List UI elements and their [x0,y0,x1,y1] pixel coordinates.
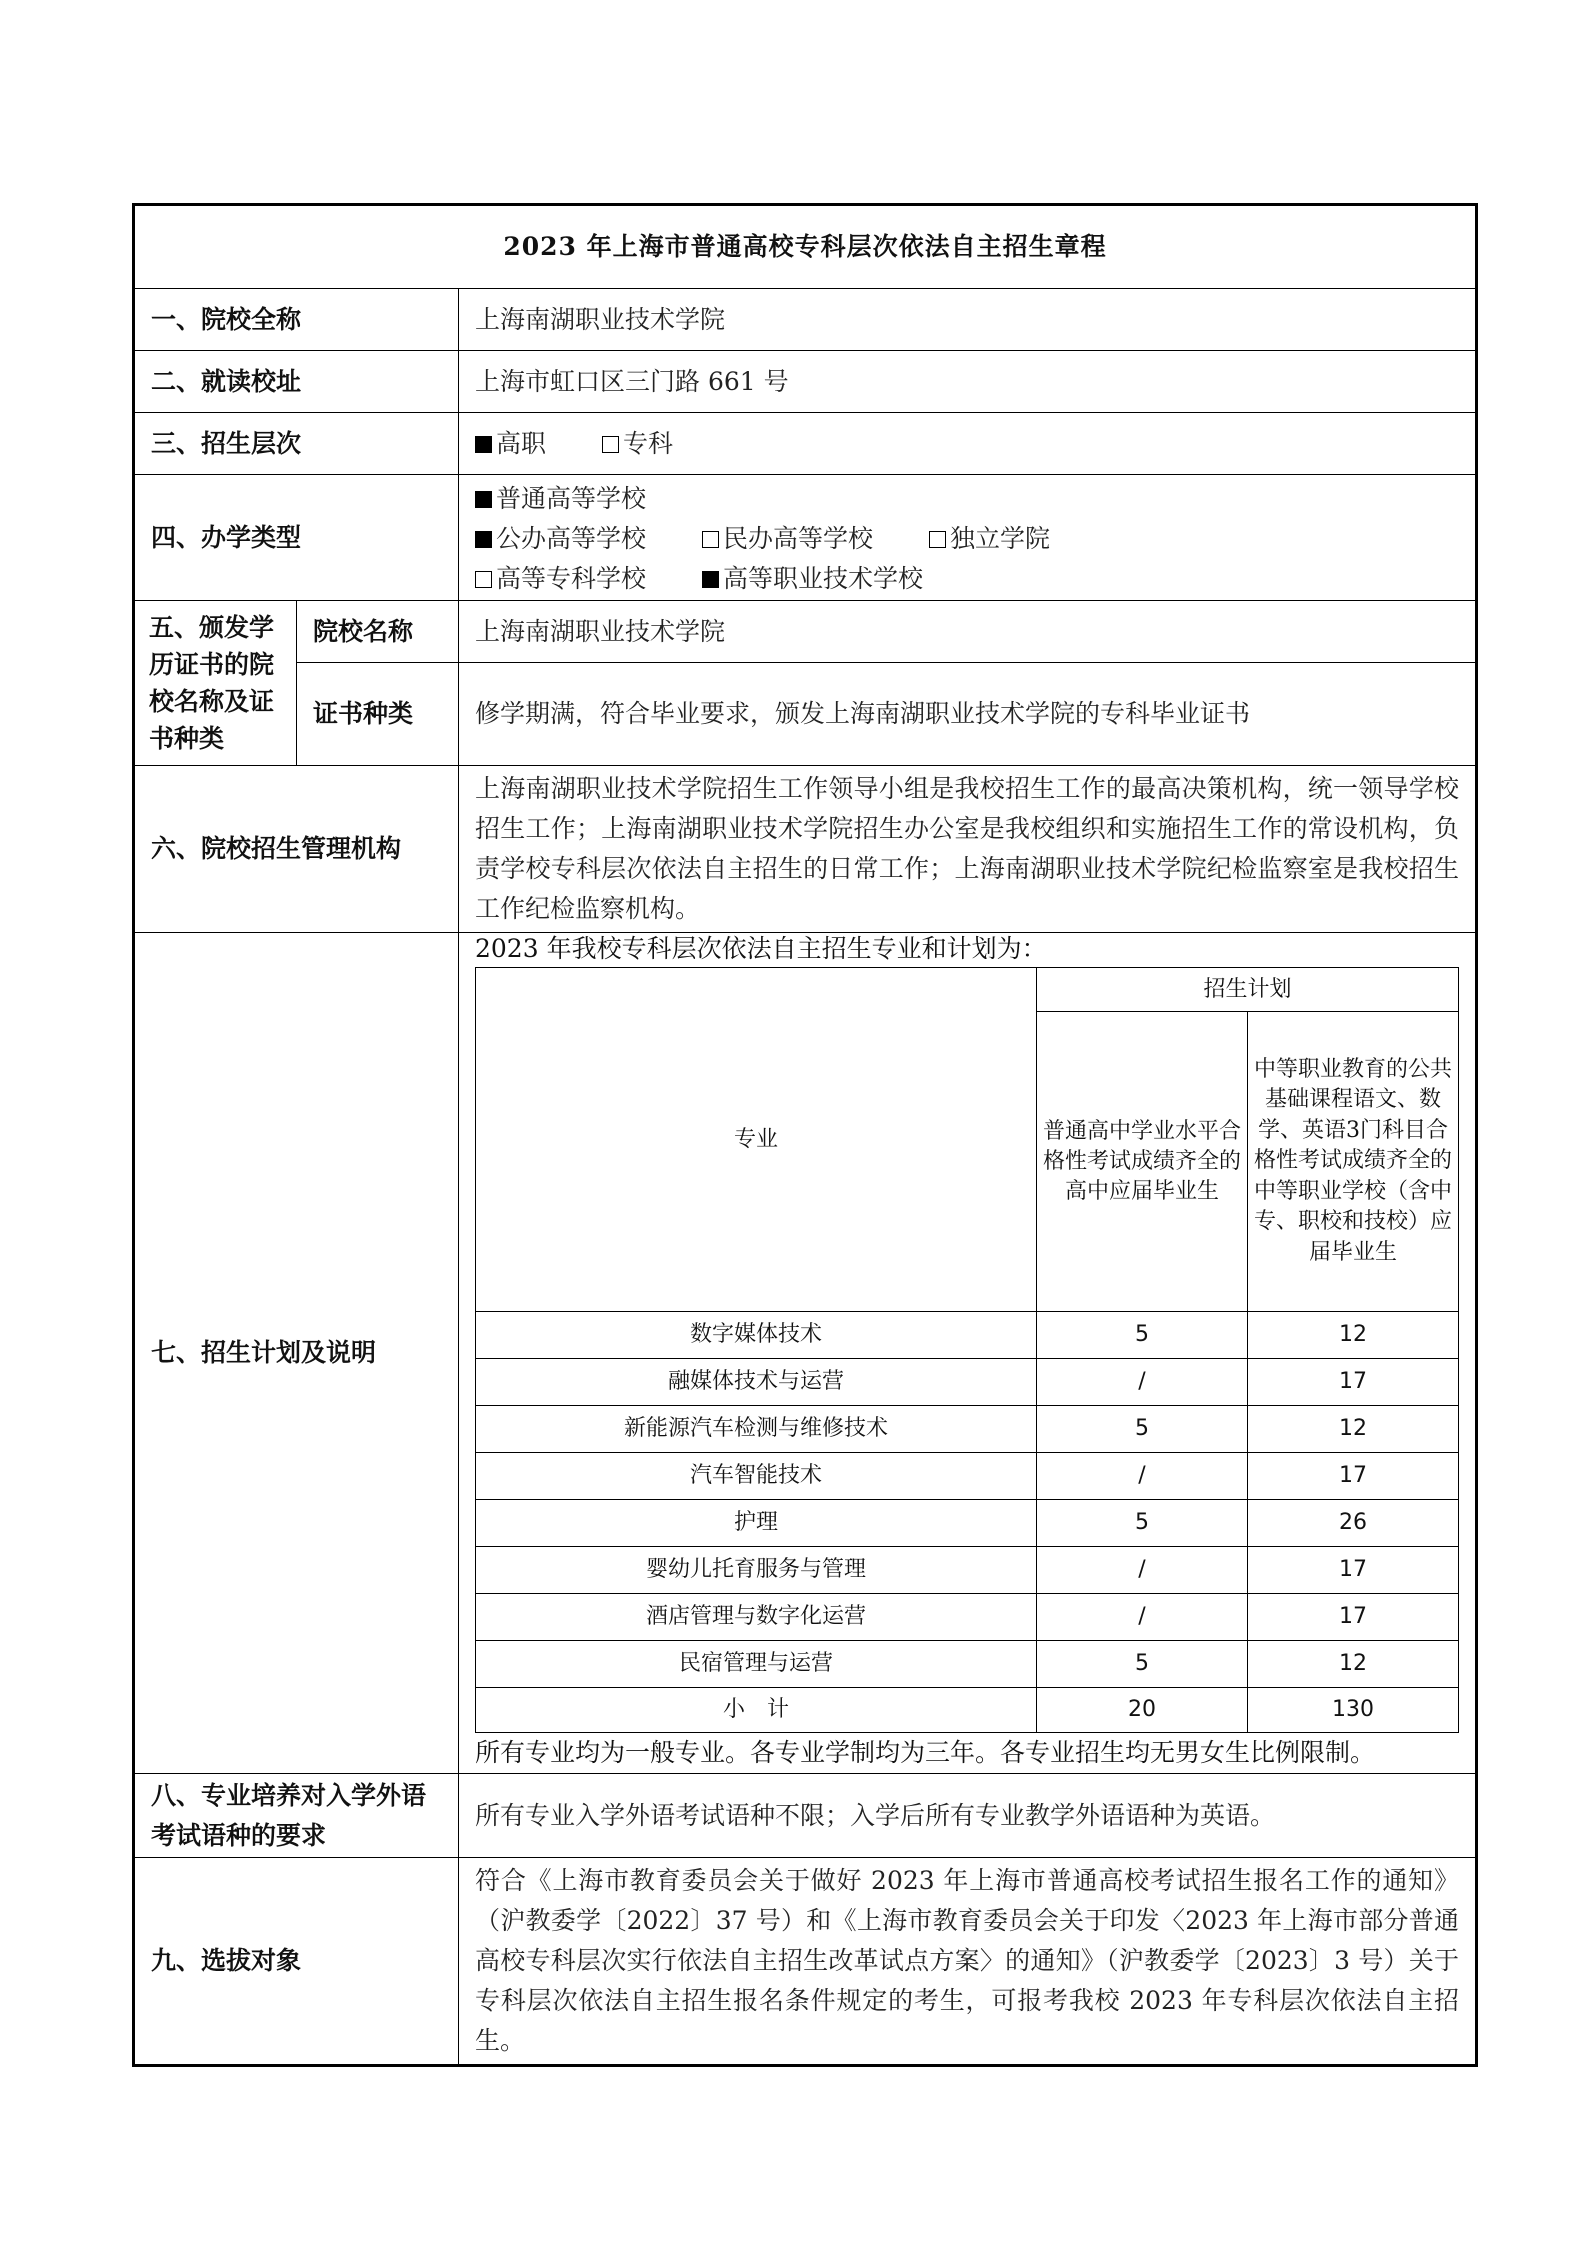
plan-major-name: 汽车智能技术 [476,1453,1037,1500]
type-option-label: 民办高等学校 [722,523,873,553]
plan-subtotal-c2: 130 [1248,1688,1459,1733]
language-value: 所有专业入学外语考试语种不限；入学后所有专业教学外语语种为英语。 [459,1774,1477,1858]
plan-table [475,967,1459,1733]
certificate-type-label: 证书种类 [297,663,459,766]
checkbox-icon [929,531,946,548]
plan-major-row [476,1453,1459,1500]
charter-table [132,203,1478,2067]
plan-label: 七、招生计划及说明 [134,933,459,1774]
type-option-label: 高等专科学校 [496,563,647,593]
school-type-line-2 [475,518,1459,558]
checkbox-icon [475,531,492,548]
plan-major-c2: 17 [1248,1547,1459,1594]
plan-subtotal-row [476,1688,1459,1733]
checkbox-icon [475,436,492,453]
level-option-gaozhi [475,429,546,458]
plan-cell [459,933,1477,1774]
school-name-value: 上海南湖职业技术学院 [459,289,1477,351]
level-label: 三、招生层次 [134,413,459,475]
plan-major-c1: / [1037,1594,1248,1641]
school-type-line-3 [475,558,1459,598]
checkbox-icon [475,571,492,588]
document-title: 2023 年上海市普通高校专科层次依法自主招生章程 [134,205,1477,289]
school-name-label: 一、院校全称 [134,289,459,351]
plan-major-c2: 17 [1248,1359,1459,1406]
plan-major-row [476,1547,1459,1594]
school-type-options [459,475,1477,601]
plan-major-c1: / [1037,1359,1248,1406]
target-label: 九、选拔对象 [134,1858,459,2066]
plan-major-row [476,1500,1459,1547]
checkbox-icon [702,571,719,588]
plan-header-col1: 普通高中学业水平合格性考试成绩齐全的高中应届毕业生 [1037,1012,1248,1312]
certificate-name-label: 院校名称 [297,601,459,663]
school-type-line-1 [475,478,1459,518]
certificate-name-value: 上海南湖职业技术学院 [459,601,1477,663]
language-label: 八、专业培养对入学外语考试语种的要求 [134,1774,459,1858]
type-option-label: 高等职业技术学校 [722,563,923,593]
address-value: 上海市虹口区三门路 661 号 [459,351,1477,413]
plan-note: 所有专业均为一般专业。各专业学制均为三年。各专业招生均无男女生比例限制。 [475,1738,1376,1767]
type-option [702,524,873,553]
plan-intro: 2023 年我校专科层次依法自主招生专业和计划为： [475,934,1047,963]
plan-major-row [476,1641,1459,1688]
plan-subtotal-label: 小 计 [476,1688,1037,1733]
plan-major-c2: 12 [1248,1406,1459,1453]
school-type-label: 四、办学类型 [134,475,459,601]
checkbox-icon [602,436,619,453]
plan-major-name: 婴幼儿托育服务与管理 [476,1547,1037,1594]
plan-subtotal-c1: 20 [1037,1688,1248,1733]
plan-major-row [476,1594,1459,1641]
type-option [929,524,1050,553]
certificate-label: 五、颁发学历证书的院校名称及证书种类 [134,601,297,766]
plan-major-c1: / [1037,1547,1248,1594]
plan-major-c1: 5 [1037,1641,1248,1688]
plan-header-col2: 中等职业教育的公共基础课程语文、数学、英语3门科目合格性考试成绩齐全的中等职业学校（含中专、职校和技校）应届毕业生 [1248,1012,1459,1312]
level-option-label: 专科 [622,428,673,458]
plan-major-name: 数字媒体技术 [476,1312,1037,1359]
type-option [475,524,646,553]
plan-major-name: 酒店管理与数字化运营 [476,1594,1037,1641]
plan-major-c2: 12 [1248,1641,1459,1688]
plan-major-c2: 17 [1248,1594,1459,1641]
plan-major-c1: / [1037,1453,1248,1500]
level-option-label: 高职 [496,428,547,458]
type-option-label: 普通高等学校 [496,483,647,513]
plan-major-row [476,1406,1459,1453]
plan-major-rows [476,1312,1459,1688]
plan-major-name: 民宿管理与运营 [476,1641,1037,1688]
plan-major-c2: 26 [1248,1500,1459,1547]
type-option-label: 公办高等学校 [496,523,647,553]
target-value: 符合《上海市教育委员会关于做好 2023 年上海市普通高校考试招生报名工作的通知》（沪教委学〔2022〕37 号）和《上海市教育委员会关于印发〈2023 年上海市部分普通高校专科层次实行依法自主招生改革试点方案〉的通知》（沪教委学〔2023〕3 号）关于专科层次依法自主招生报名条件规定的考生，可报考我校 2023 年专科层次依法自主招生。 [459,1858,1477,2066]
type-option [475,564,646,593]
plan-major-row [476,1312,1459,1359]
checkbox-icon [475,491,492,508]
plan-major-c1: 5 [1037,1312,1248,1359]
plan-major-name: 新能源汽车检测与维修技术 [476,1406,1037,1453]
certificate-type-value: 修学期满，符合毕业要求，颁发上海南湖职业技术学院的专科毕业证书 [459,663,1477,766]
plan-major-name: 融媒体技术与运营 [476,1359,1037,1406]
type-option-label: 独立学院 [949,523,1050,553]
plan-major-c2: 12 [1248,1312,1459,1359]
plan-major-row [476,1359,1459,1406]
management-value: 上海南湖职业技术学院招生工作领导小组是我校招生工作的最高决策机构，统一领导学校招生工作；上海南湖职业技术学院招生办公室是我校组织和实施招生工作的常设机构，负责学校专科层次依法自主招生的日常工作；上海南湖职业技术学院纪检监察室是我校招生工作纪检监察机构。 [459,766,1477,933]
plan-major-name: 护理 [476,1500,1037,1547]
type-option [702,564,923,593]
type-option [475,484,646,513]
level-options [459,413,1477,475]
plan-major-c1: 5 [1037,1500,1248,1547]
management-label: 六、院校招生管理机构 [134,766,459,933]
checkbox-icon [702,531,719,548]
plan-header-major: 专业 [476,968,1037,1312]
plan-major-c1: 5 [1037,1406,1248,1453]
charter-document [132,203,1475,2067]
plan-major-c2: 17 [1248,1453,1459,1500]
plan-header-plan: 招生计划 [1037,968,1459,1012]
address-label: 二、就读校址 [134,351,459,413]
level-option-zhuanke [602,429,673,458]
